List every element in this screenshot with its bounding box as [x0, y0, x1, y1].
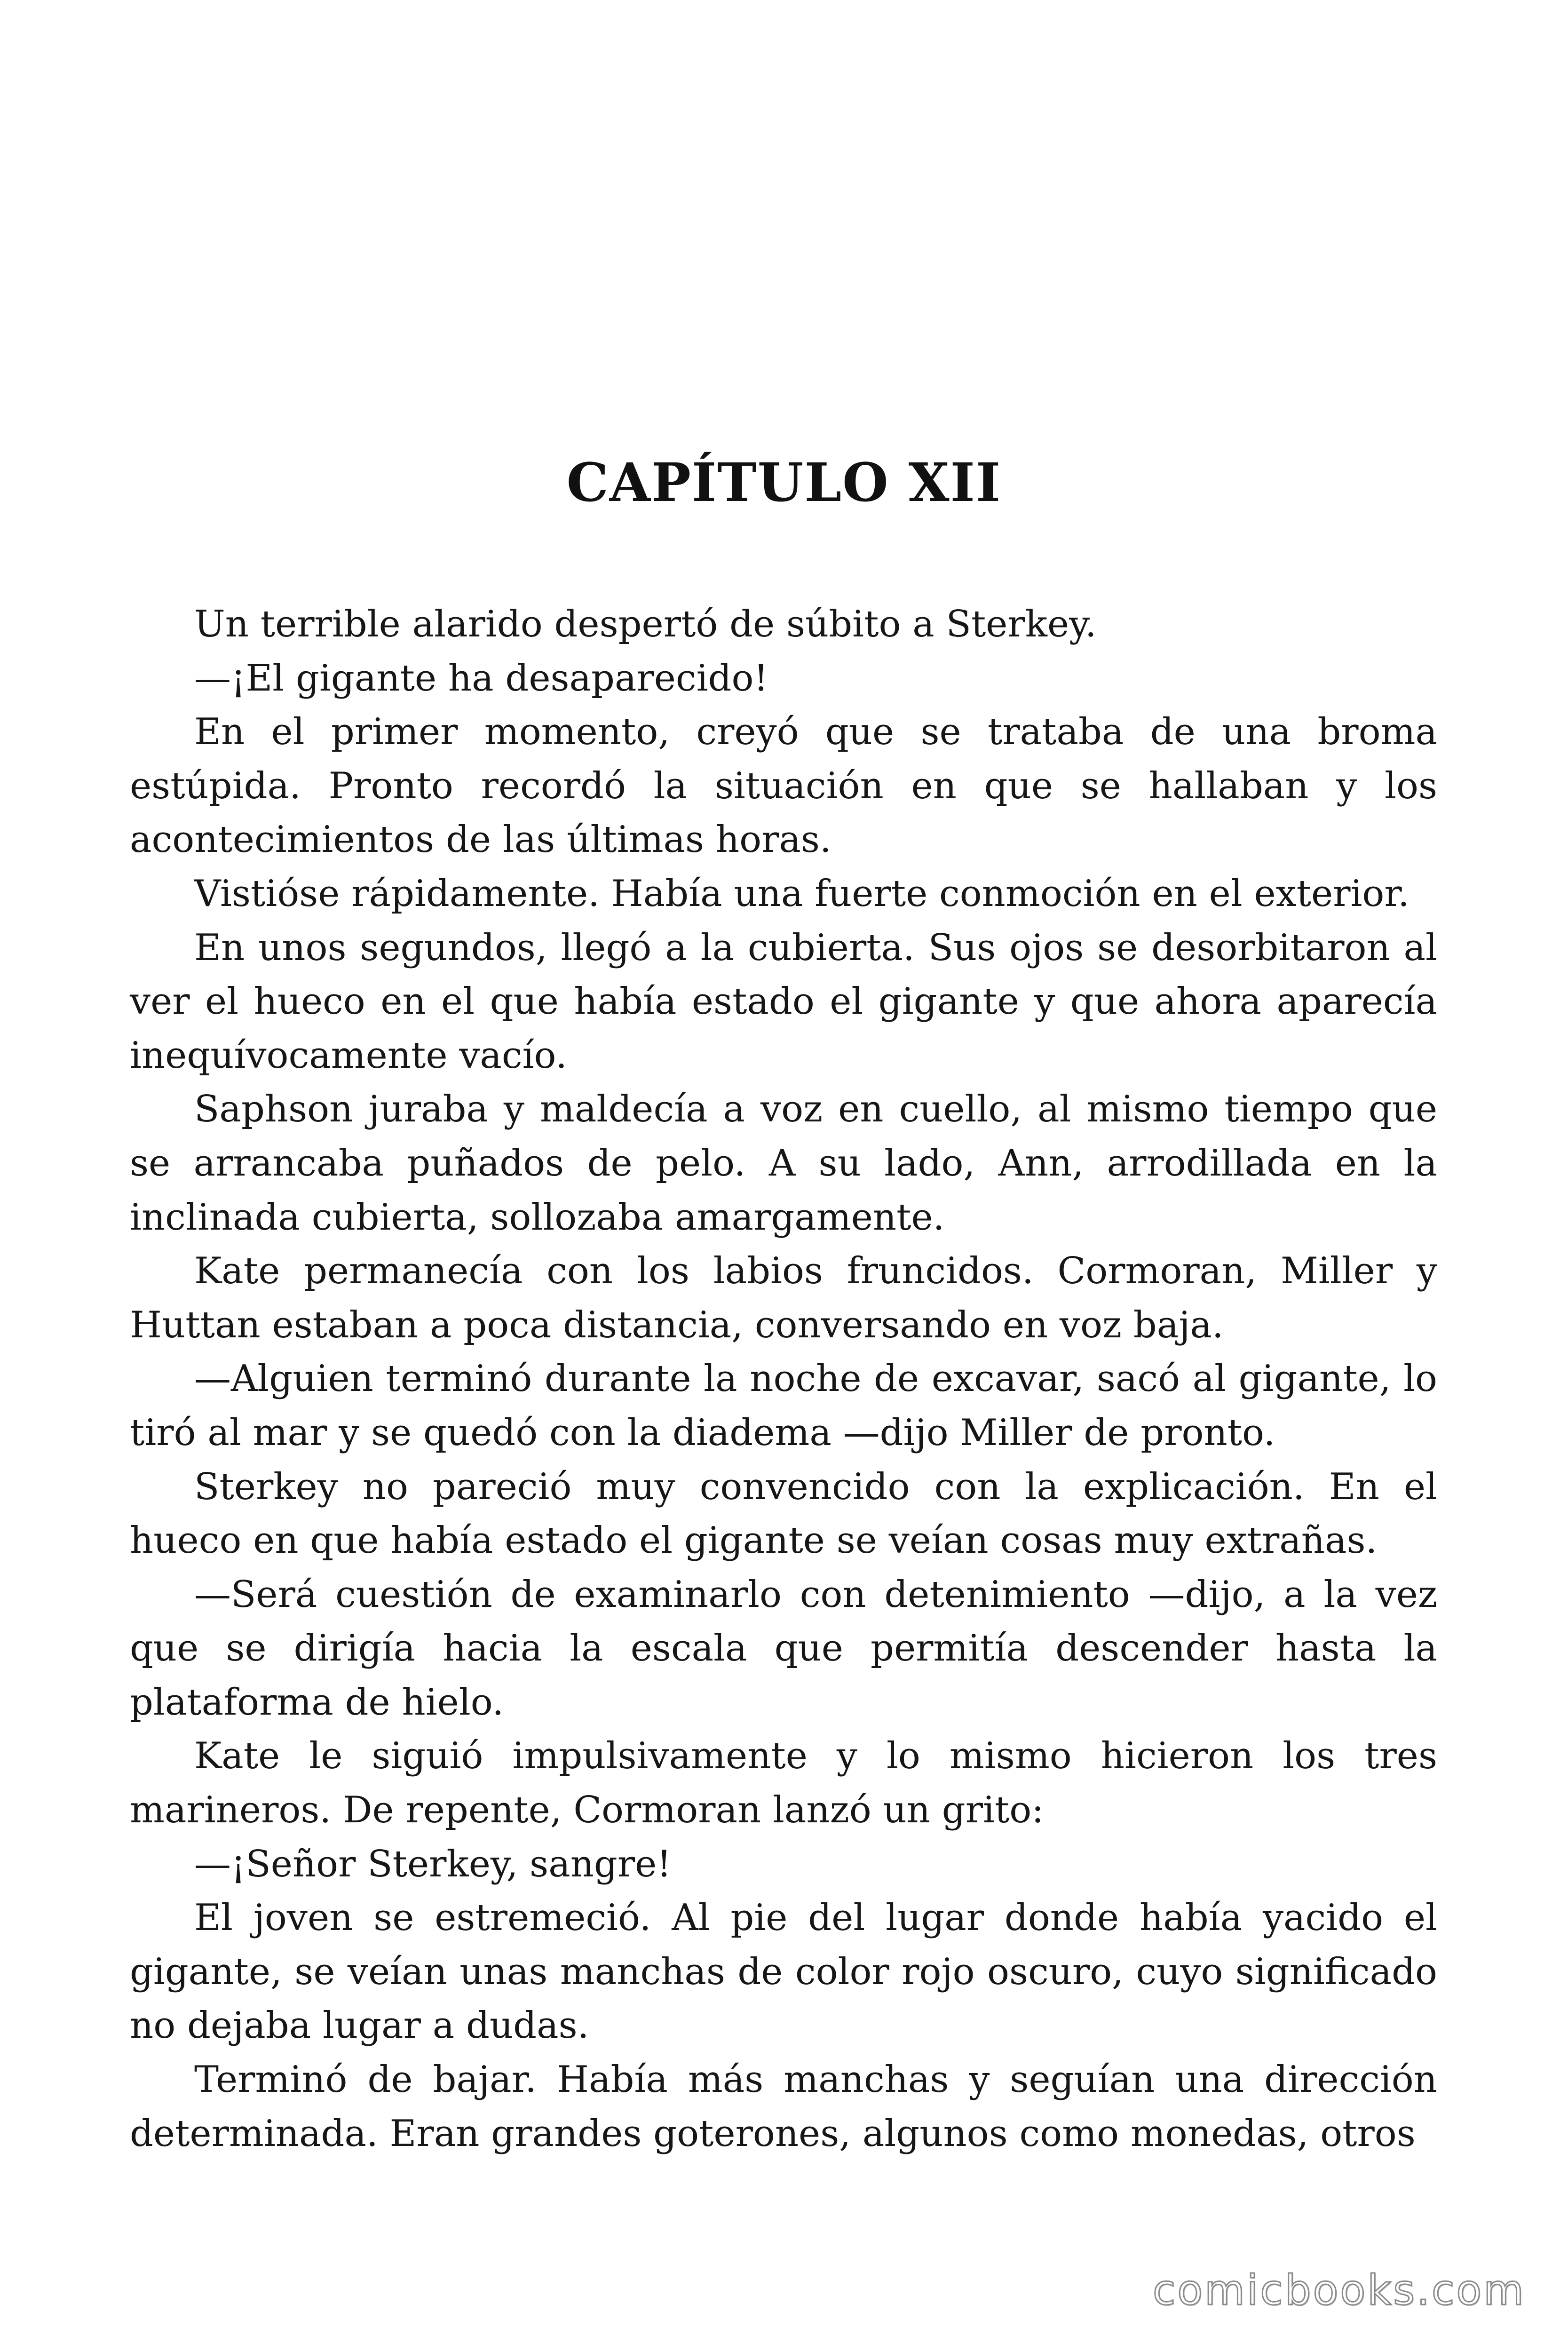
paragraph: Sterkey no pareció muy convencido con la explicación. En el hueco en que había estado el gigante se veían cosas muy extrañas. [130, 1465, 1437, 1562]
paragraph: Un terrible alarido despertó de súbito a Sterkey. [194, 603, 1097, 645]
paragraph: —Alguien terminó durante la noche de excavar, sacó al gigante, lo tiró al mar y se quedó con la diadema —dijo Miller de pronto. [130, 1358, 1437, 1454]
paragraph: En el primer momento, creyó que se trataba de una broma estúpida. Pronto recordó la situación en que se hallaban y los acontecimientos de las últimas horas. [130, 711, 1437, 861]
paragraph: En unos segundos, llegó a la cubierta. Sus ojos se desorbitaron al ver el hueco en el que había estado el gigante y que ahora aparecía inequívocamente vacío. [130, 926, 1437, 1077]
paragraph: —¡Señor Sterkey, sangre! [194, 1843, 672, 1885]
paragraph: Saphson juraba y maldecía a voz en cuello, al mismo tiempo que se arrancaba puñados de pelo. A su lado, Ann, arrodillada en la inclinada cubierta, sollozaba amargamente. [130, 1088, 1437, 1239]
paragraph: El joven se estremeció. Al pie del lugar donde había yacido el gigante, se veían unas manchas de color rojo oscuro, cuyo significado no dejaba lugar a dudas. [130, 1897, 1437, 2047]
paragraph: Vistióse rápidamente. Había una fuerte conmoción en el exterior. [194, 872, 1410, 915]
watermark: comicbooks.com [1152, 2266, 1526, 2314]
paragraph: —¡El gigante ha desaparecido! [194, 657, 768, 699]
chapter-body [130, 597, 1437, 2161]
paragraph: Terminó de bajar. Había más manchas y seguían una dirección determinada. Eran grandes goterones, algunos como monedas, otros [130, 2058, 1437, 2155]
paragraph: Kate permanecía con los labios fruncidos. Cormoran, Miller y Huttan estaban a poca distancia, conversando en voz baja. [130, 1250, 1437, 1346]
paragraph: Kate le siguió impulsivamente y lo mismo hicieron los tres marineros. De repente, Cormoran lanzó un grito: [130, 1735, 1437, 1832]
paragraph: —Será cuestión de examinarlo con detenimiento —dijo, a la vez que se dirigía hacia la escala que permitía descender hasta la plataforma de hielo. [130, 1573, 1437, 1724]
chapter-title: CAPÍTULO XII [566, 452, 1002, 514]
